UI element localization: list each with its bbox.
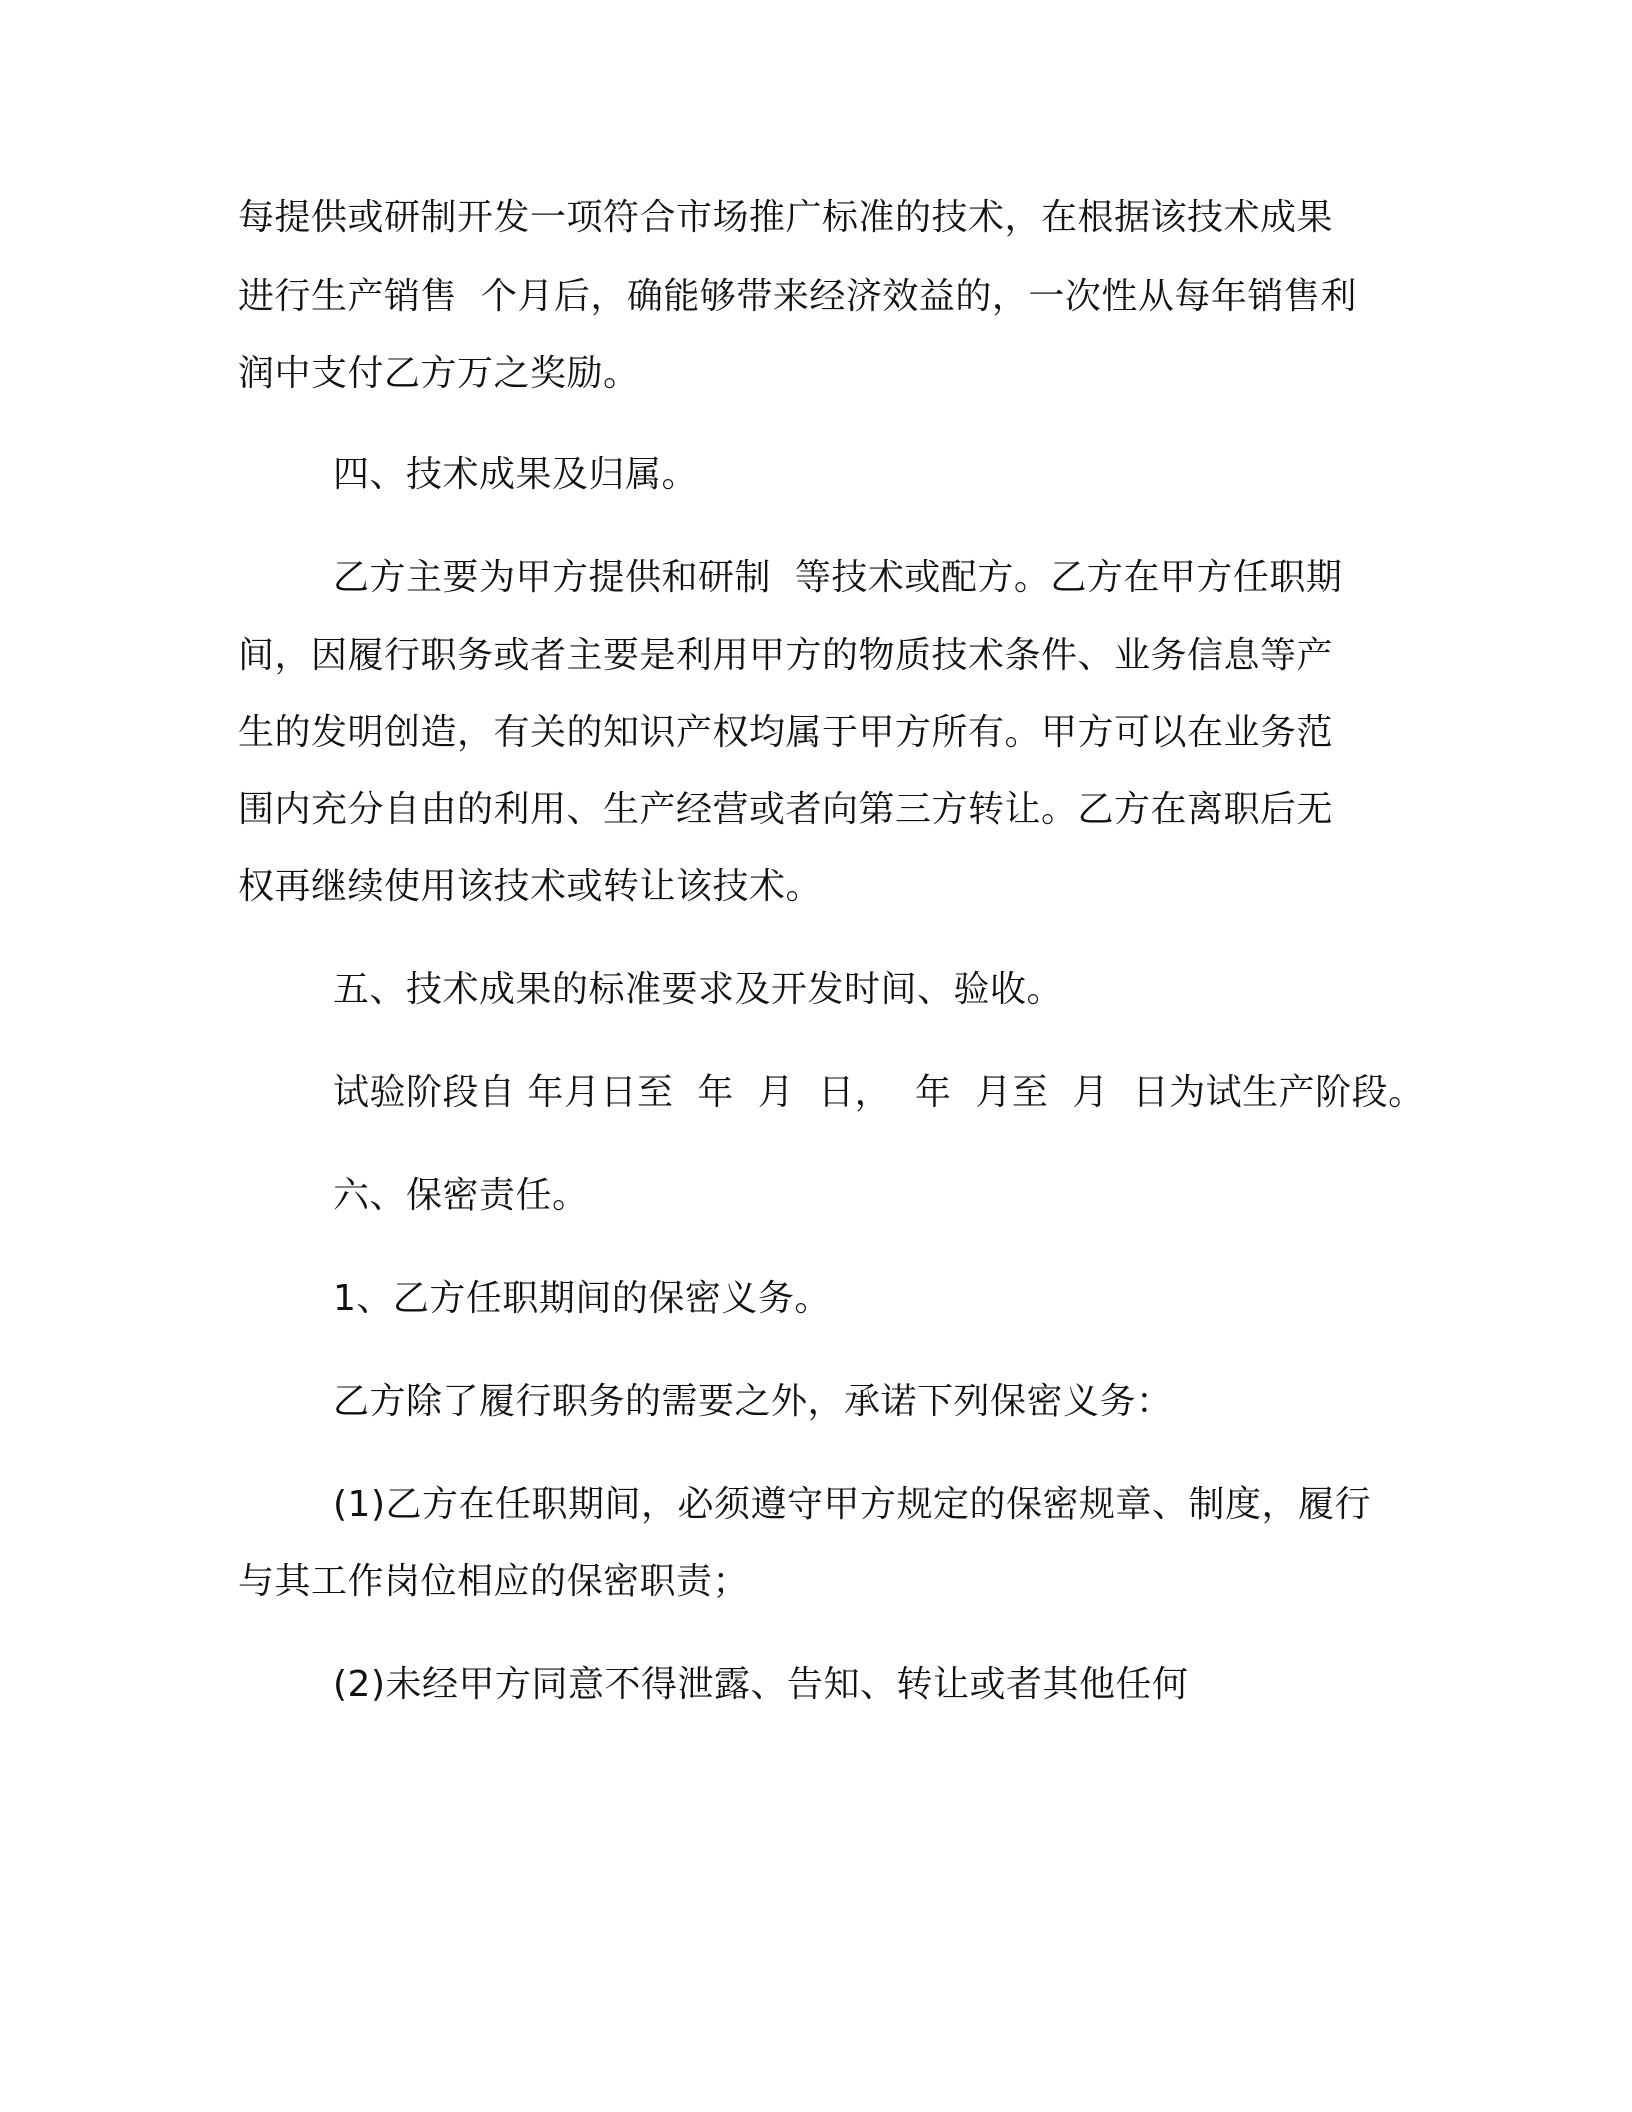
text-line: 生的发明创造，有关的知识产权均属于甲方所有。甲方可以在业务范: [238, 712, 1334, 753]
text-line: 进行生产销售 个月后，确能够带来经济效益的，一次性从每年销售利: [238, 276, 1357, 317]
section-heading: 四、技术成果及归属。: [333, 454, 699, 495]
text-line: 每提供或研制开发一项符合市场推广标准的技术，在根据该技术成果: [238, 197, 1334, 238]
text-line: 间，因履行职务或者主要是利用甲方的物质技术条件、业务信息等产: [238, 635, 1334, 676]
text-line: 乙方除了履行职务的需要之外，承诺下列保密义务：: [333, 1381, 1173, 1422]
text-line: 与其工作岗位相应的保密职责；: [238, 1561, 750, 1602]
text-line: 试验阶段自 年月日至 年 月 日， 年 月至 月 日为试生产阶段。: [333, 1072, 1425, 1113]
section-heading: 五、技术成果的标准要求及开发时间、验收。: [333, 969, 1064, 1010]
text-line: 权再继续使用该技术或转让该技术。: [238, 866, 823, 907]
subsection-heading: 1、乙方任职期间的保密义务。: [333, 1278, 831, 1319]
text-line: 围内充分自由的利用、生产经营或者向第三方转让。乙方在离职后无: [238, 789, 1334, 830]
section-heading: 六、保密责任。: [333, 1175, 589, 1216]
list-item: (1)乙方在任职期间，必须遵守甲方规定的保密规章、制度，履行: [333, 1484, 1371, 1525]
text-line: 润中支付乙方万之奖励。: [238, 353, 640, 394]
list-item: (2)未经甲方同意不得泄露、告知、转让或者其他任何: [333, 1664, 1189, 1705]
text-line: 乙方主要为甲方提供和研制 等技术或配方。乙方在甲方任职期: [333, 557, 1343, 598]
